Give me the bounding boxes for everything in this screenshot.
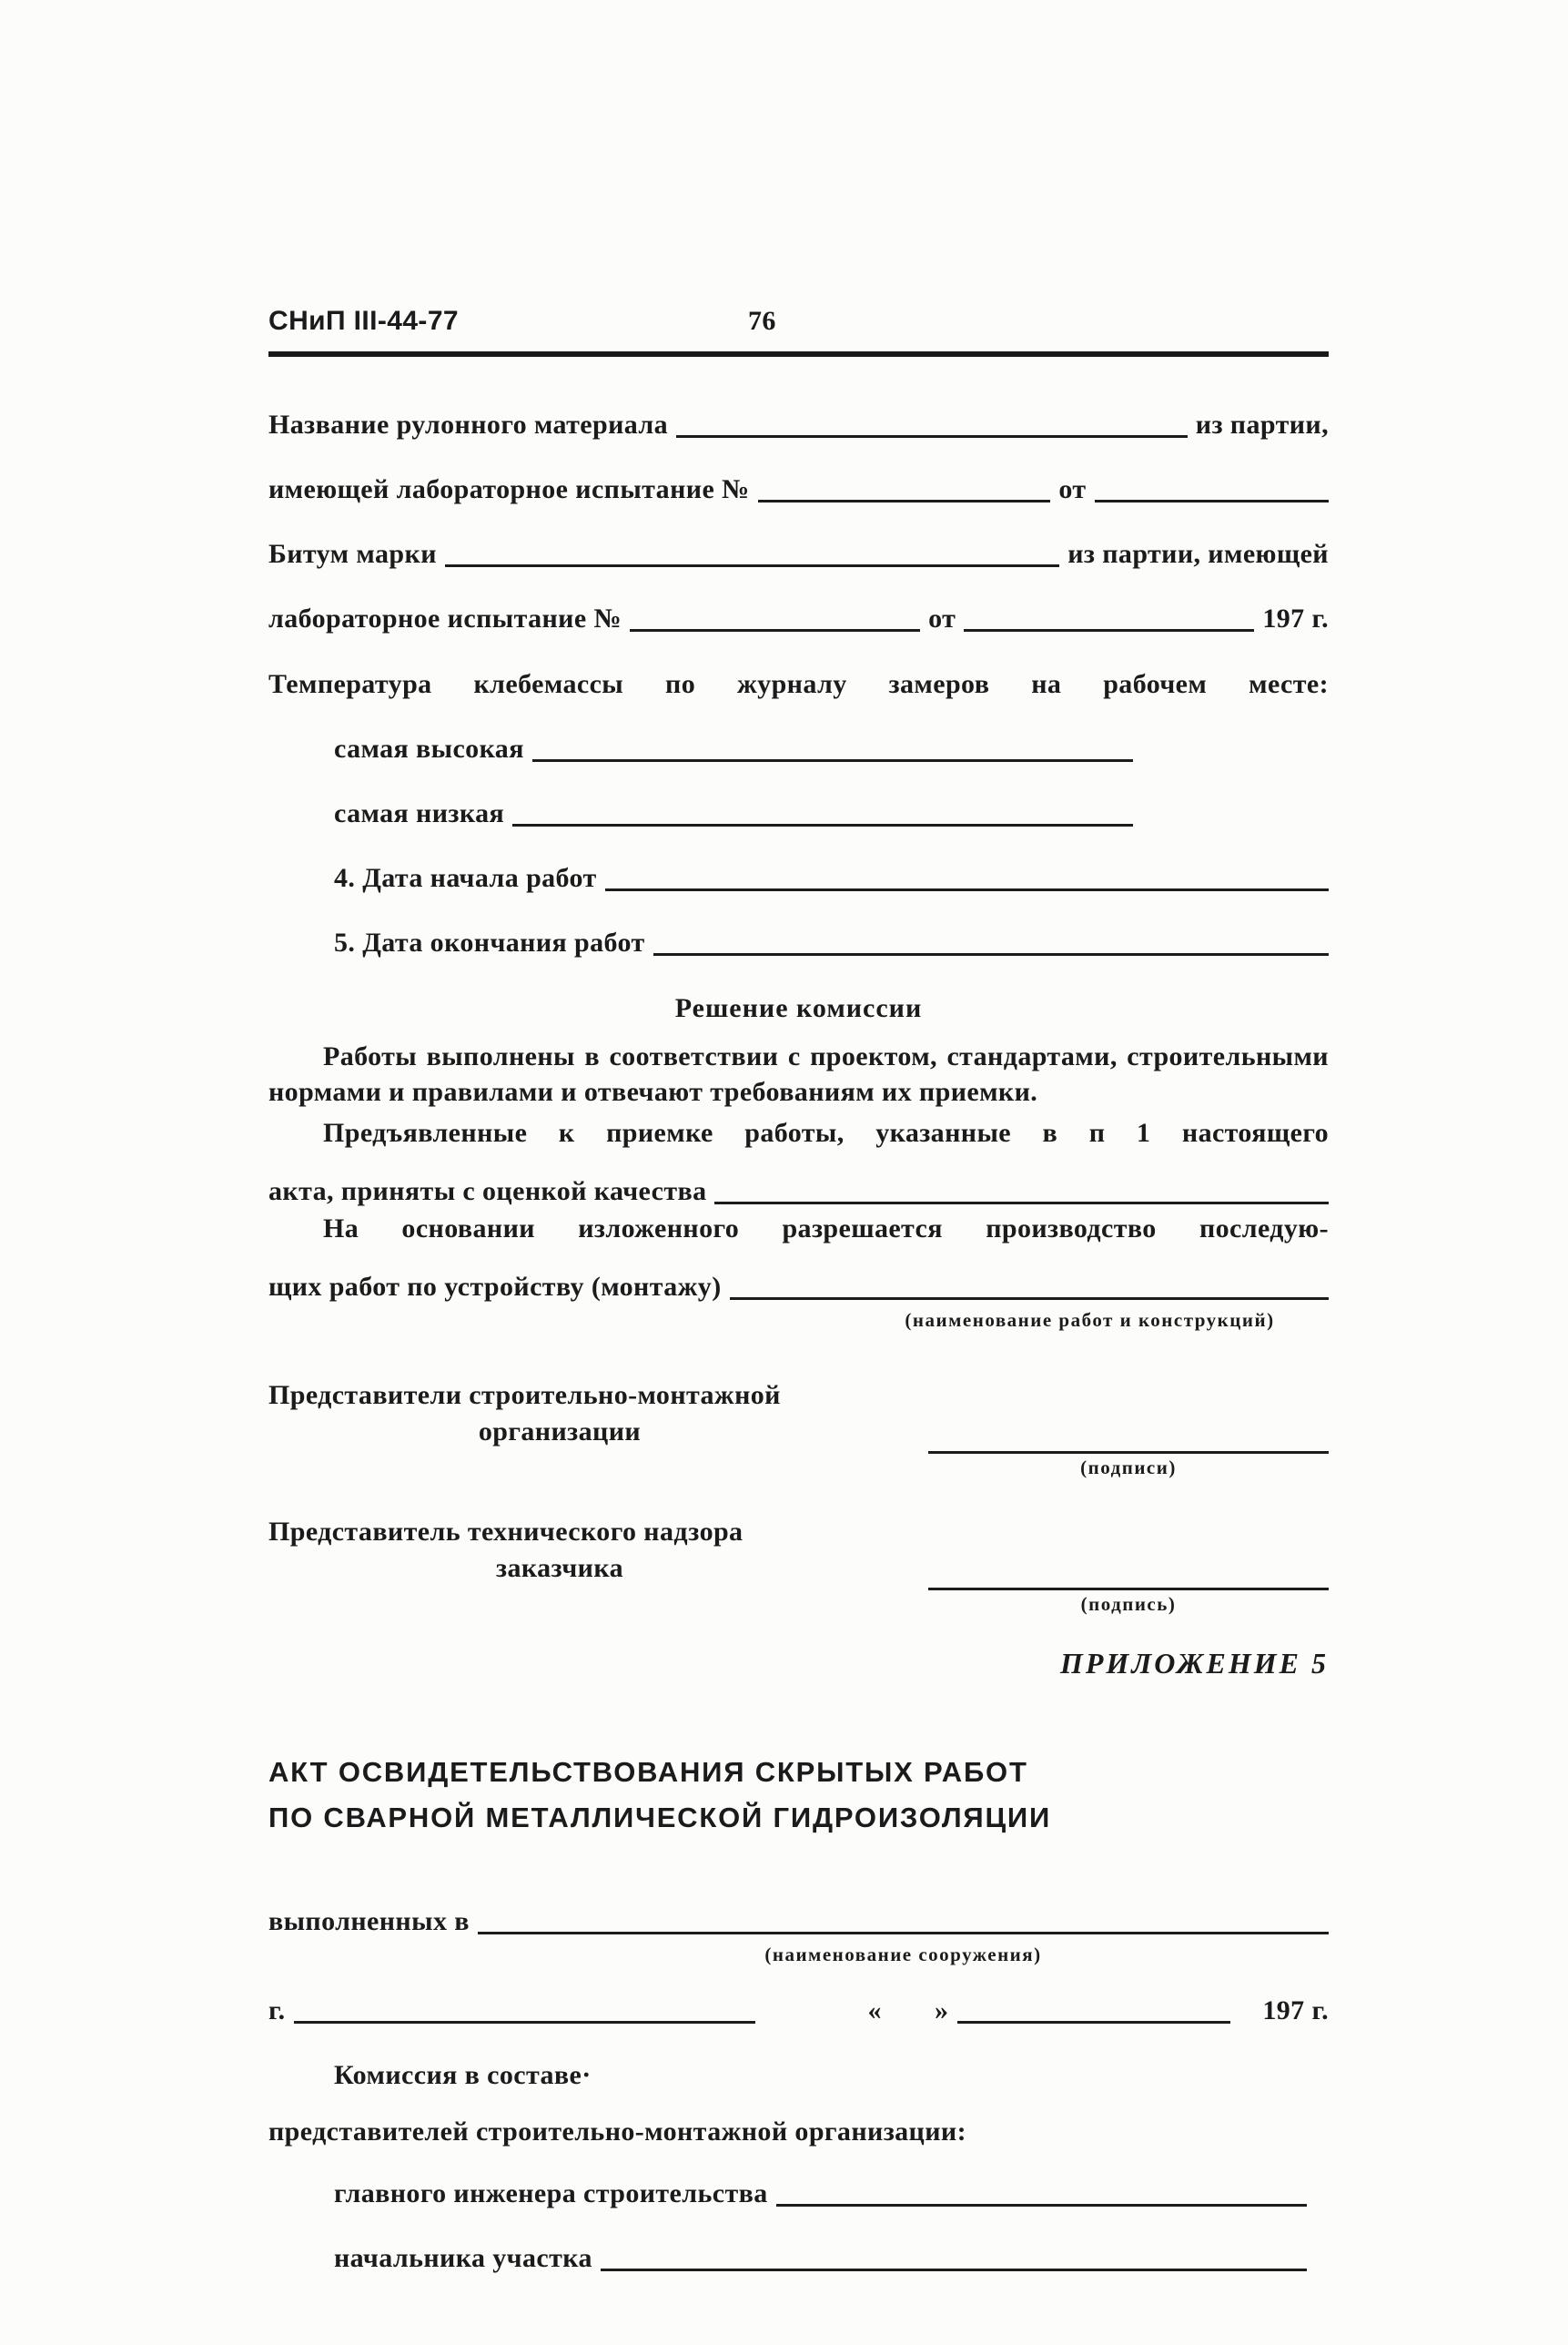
decision-title: Решение комиссии <box>674 993 923 1023</box>
blank-line <box>294 2021 755 2024</box>
label-site-manager: начальника участка <box>334 2243 592 2273</box>
signature-label-contractor <box>268 1377 851 1450</box>
caption-signature: (подпись) <box>1080 1593 1177 1615</box>
signature-area-supervisor <box>928 1557 1329 1618</box>
label-temperature: Температура клебемассы по журналу замеров на рабочем месте: <box>268 669 1329 699</box>
blank-line <box>478 1932 1329 1934</box>
label-performed-in: выполненных в <box>268 1906 470 1936</box>
blank-line <box>512 824 1133 827</box>
form-row-highest-temp <box>334 732 1329 766</box>
decision-paragraph-2-line-1: Предъявленные к приемке работы, указанные в п 1 настоящего <box>323 1118 1329 1148</box>
label-material-name: Название рулонного материала <box>268 410 669 440</box>
form-row-lab-test-1 <box>268 472 1329 507</box>
blank-line <box>714 1202 1329 1204</box>
quote-open: « <box>867 1995 882 2025</box>
label-supervisor-line1: Представитель технического надзора <box>268 1517 744 1547</box>
label-start-date: 4. Дата начала работ <box>334 863 597 893</box>
label-year-197-2: 197 г. <box>1262 1995 1329 2025</box>
label-subsequent-works: щих работ по устройству (монтажу) <box>268 1272 722 1302</box>
blank-line <box>601 2269 1307 2271</box>
label-representatives: представителей строительно-монтажной организации: <box>268 2117 966 2147</box>
label-city: г. <box>268 1995 286 2025</box>
label-lab-test-2: лабораторное испытание № <box>268 604 622 634</box>
label-end-date: 5. Дата окончания работ <box>334 928 645 958</box>
label-quality-grade: акта, приняты с оценкой качества <box>268 1176 707 1206</box>
form-row-subsequent-works <box>268 1270 1329 1304</box>
blank-line <box>605 888 1329 891</box>
blank-line <box>776 2204 1307 2207</box>
label-from-2: от <box>928 604 956 634</box>
blank-line <box>1095 500 1329 502</box>
caption-works-and-structures: (наименование работ и конструкций) <box>905 1309 1275 1331</box>
blank-line <box>957 2021 1230 2024</box>
blank-line <box>630 629 920 632</box>
form-row-start-date <box>334 861 1329 896</box>
appendix-title-line1: АКТ ОСВИДЕТЕЛЬСТВОВАНИЯ СКРЫТЫХ РАБОТ <box>268 1756 1028 1788</box>
blank-line <box>532 759 1133 762</box>
label-from-batch-having: из партии, имеющей <box>1067 539 1329 569</box>
header-rule <box>268 351 1329 357</box>
caption-signatures: (подписи) <box>1080 1457 1177 1478</box>
label-commission-row <box>334 2058 1329 2093</box>
form-row-chief-engineer <box>334 2177 1329 2211</box>
label-bitumen-grade: Битум марки <box>268 539 437 569</box>
blank-line <box>758 500 1051 502</box>
appendix-title-line2: ПО СВАРНОЙ МЕТАЛЛИЧЕСКОЙ ГИДРОИЗОЛЯЦИИ <box>268 1802 1052 1833</box>
label-from: от <box>1058 474 1087 504</box>
blank-line <box>445 564 1059 567</box>
label-commission: Комиссия в составе· <box>334 2060 592 2090</box>
form-row-lab-test-2 <box>268 602 1329 636</box>
spacer <box>268 1941 478 1968</box>
caption-row-works <box>268 1306 1329 1334</box>
signature-line <box>928 1420 1329 1454</box>
form-row-material-name <box>268 408 1329 442</box>
form-row-end-date <box>334 926 1329 960</box>
decision-paragraph-1: Работы выполнены в соответствии с проектом, стандартами, строительными нормами и правилами и отвечают требованиям их приемки. <box>268 1041 1329 1107</box>
label-contractor-line2: организации <box>478 1416 642 1447</box>
label-from-batch: из партии, <box>1195 410 1329 440</box>
doc-code: СНиП III-44-77 <box>268 306 459 336</box>
label-contractor-line1: Представители строительно-монтажной <box>268 1380 781 1410</box>
label-lab-test: имеющей лабораторное испытание № <box>268 474 750 504</box>
form-row-performed-in <box>268 1904 1329 1939</box>
form-row-site-manager <box>334 2241 1329 2276</box>
blank-line <box>653 953 1329 956</box>
label-representatives-row <box>268 2115 1329 2149</box>
caption-structure-name: (наименование сооружения) <box>764 1944 1042 1965</box>
label-supervisor-line2: заказчика <box>496 1553 623 1583</box>
blank-line <box>964 629 1254 632</box>
signature-line <box>928 1557 1329 1590</box>
form-row-city-date <box>268 1994 1329 2028</box>
form-row-lowest-temp <box>334 797 1329 831</box>
signature-block-contractor <box>268 1377 1329 1478</box>
spacer <box>268 1306 851 1334</box>
page-header <box>268 306 1329 337</box>
form-row-bitumen <box>268 537 1329 572</box>
quote-close: » <box>934 1995 949 2025</box>
signature-area-contractor <box>928 1420 1329 1481</box>
label-chief-engineer: главного инженера строительства <box>334 2178 768 2208</box>
label-year-197: 197 г. <box>1262 604 1329 634</box>
blank-line <box>730 1297 1329 1300</box>
caption-row-structure <box>268 1941 1329 1968</box>
blank-line <box>676 435 1188 438</box>
label-lowest: самая низкая <box>334 798 505 828</box>
form-row-quality-grade <box>268 1174 1329 1209</box>
decision-paragraph-3-line-1: На основании изложенного разрешается производство последую- <box>323 1213 1329 1244</box>
signature-label-supervisor <box>268 1514 851 1587</box>
appendix-title <box>268 1750 1329 1841</box>
signature-block-supervisor <box>268 1514 1329 1615</box>
appendix-label: ПРИЛОЖЕНИЕ 5 <box>1059 1647 1329 1680</box>
label-highest: самая высокая <box>334 734 524 764</box>
page-number: 76 <box>748 306 776 336</box>
